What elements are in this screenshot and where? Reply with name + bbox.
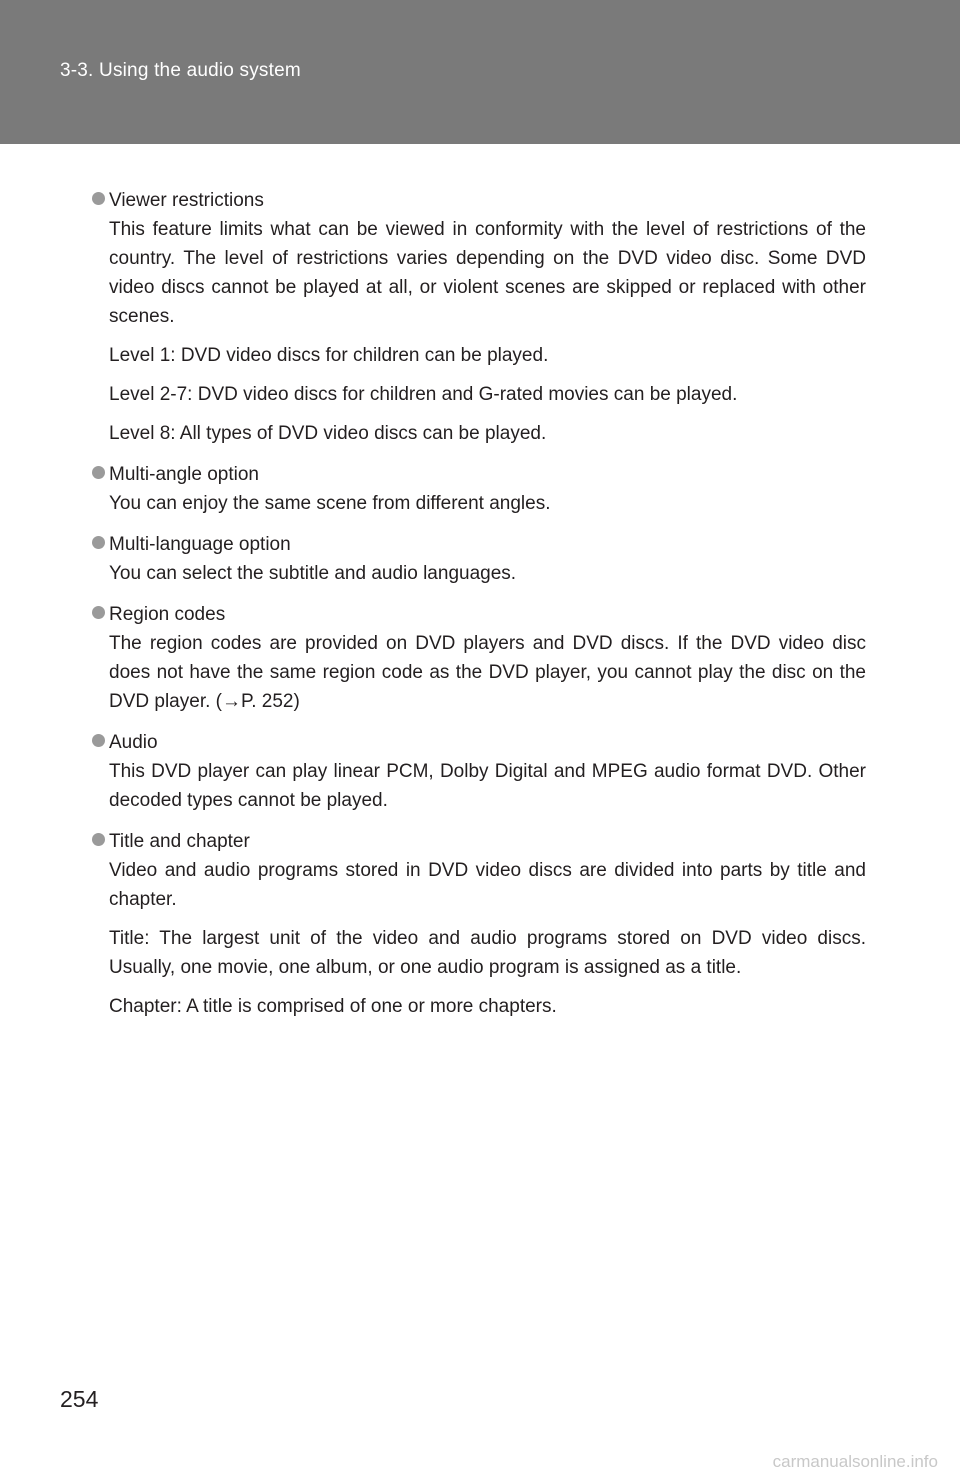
item-paragraph: You can enjoy the same scene from different angles. (109, 493, 551, 514)
item-paragraph: Level 2-7: DVD video discs for children and G-rated movies can be played. (109, 384, 738, 405)
item-title: Viewer restrictions (109, 190, 264, 211)
list-item (96, 186, 866, 448)
content-body (96, 186, 866, 1033)
list-item (96, 728, 866, 815)
list-item (96, 827, 866, 1021)
bullet-icon (92, 192, 105, 205)
item-paragraph: Chapter: A title is comprised of one or more chapters. (109, 996, 557, 1017)
list-item (96, 460, 866, 518)
item-paragraph: Level 1: DVD video discs for children can be played. (109, 345, 549, 366)
page-number: 254 (60, 1386, 99, 1412)
item-paragraph: The region codes are provided on DVD players and DVD discs. If the DVD video disc does not have the same region code as the DVD player, you cannot play the disc on the DVD player. (→P. 252) (109, 633, 866, 712)
bullet-icon (92, 734, 105, 747)
item-paragraph: Level 8: All types of DVD video discs can be played. (109, 423, 547, 444)
bullet-icon (92, 833, 105, 846)
watermark: carmanualsonline.info (772, 1452, 938, 1471)
page-header (0, 0, 960, 144)
section-title: 3-3. Using the audio system (60, 60, 301, 81)
item-title: Audio (109, 732, 158, 753)
item-title: Multi-angle option (109, 464, 259, 485)
item-paragraph: Title: The largest unit of the video and audio programs stored on DVD video discs. Usually, one movie, one album, or one audio program is assigned as a title. (109, 928, 866, 978)
bullet-icon (92, 536, 105, 549)
item-paragraph: Video and audio programs stored in DVD video discs are divided into parts by title and chapter. (109, 860, 866, 910)
item-paragraph: This DVD player can play linear PCM, Dolby Digital and MPEG audio format DVD. Other decoded types cannot be played. (109, 761, 866, 811)
item-paragraph: You can select the subtitle and audio languages. (109, 563, 517, 584)
item-title: Multi-language option (109, 534, 291, 555)
item-title: Title and chapter (109, 831, 250, 852)
list-item (96, 600, 866, 716)
bullet-icon (92, 466, 105, 479)
list-item (96, 530, 866, 588)
item-title: Region codes (109, 604, 226, 625)
bullet-icon (92, 606, 105, 619)
item-paragraph: This feature limits what can be viewed in conformity with the level of restrictions of the country. The level of restrictions varies depending on the DVD video disc. Some DVD video discs cannot be played at all, or violent scenes are skipped or replaced with other scenes. (109, 219, 866, 327)
